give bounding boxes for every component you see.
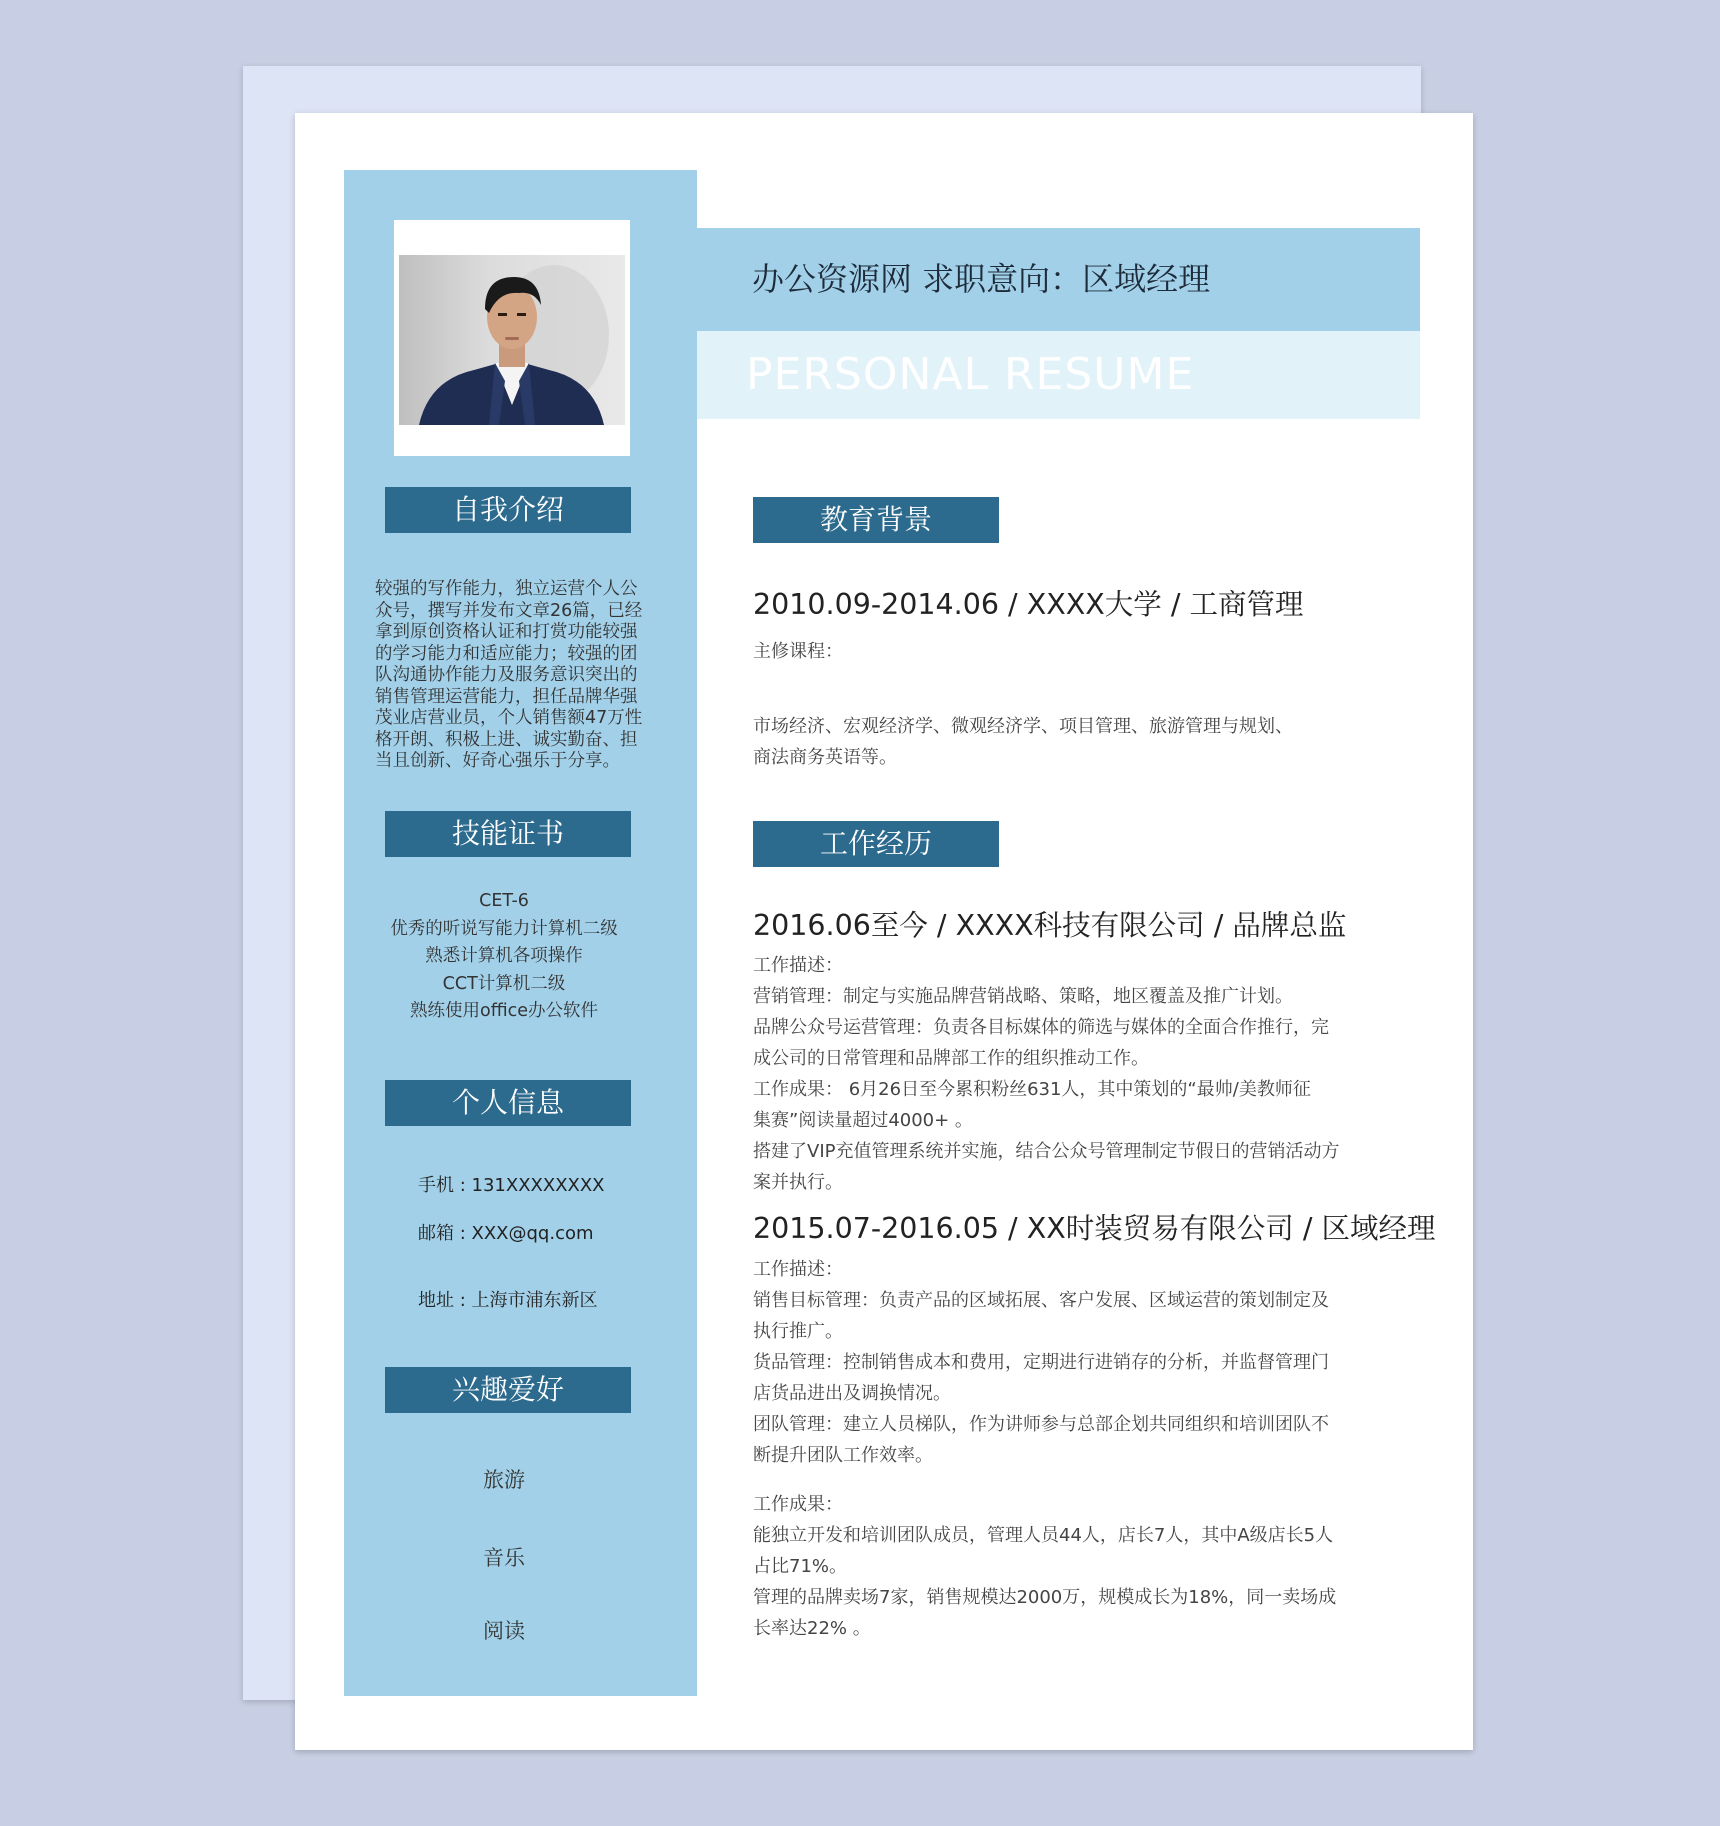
about-line: 较强的写作能力，独立运营个人公 (375, 579, 638, 599)
about-heading: 自我介绍 (385, 487, 631, 533)
photo-frame (394, 220, 630, 456)
job-desc-line: 团队管理：建立人员梯队，作为讲师参与总部企划共同组织和培训团队不 (753, 1414, 1329, 1435)
job-desc-line: 货品管理：控制销售成本和费用，定期进行进销存的分析，并监督管理门 (753, 1352, 1329, 1373)
education-line: 2010.09-2014.06 / XXXX大学 / 工商管理 (753, 588, 1304, 621)
about-text (375, 579, 657, 773)
hobbies-heading: 兴趣爱好 (385, 1367, 631, 1413)
hobby-item: 旅游 (483, 1468, 525, 1492)
about-line: 队沟通协作能力及服务意识突出的 (375, 665, 638, 685)
job-desc-line: 断提升团队工作效率。 (753, 1445, 933, 1466)
job-desc-line: 工作成果： 6月26日至今累积粉丝631人，其中策划的“最帅/美教师征 (753, 1079, 1311, 1100)
about-line: 格开朗、积极上进、诚实勤奋、担 (375, 729, 638, 750)
about-line: 茂业店营业员，个人销售额47万性 (375, 708, 643, 728)
skill-item: CCT计算机二级 (442, 973, 566, 994)
skill-item: 优秀的听说写能力计算机二级 (390, 918, 618, 939)
phone-text: 手机 : 131XXXXXXXX (418, 1175, 605, 1196)
job-desc-line: 营销管理：制定与实施品牌营销战略、策略，地区覆盖及推广计划。 (753, 986, 1293, 1007)
about-line: 众号，撰写并发布文章26篇，已经 (375, 600, 643, 621)
job-result-line: 能独立开发和培训团队成员，管理人员44人，店长7人，其中A级店长5人 (753, 1525, 1334, 1546)
job-result-line: 管理的品牌卖场7家，销售规模达2000万，规模成长为18%，同一卖场成 (753, 1587, 1337, 1608)
job-line: 2015.07-2016.05 / XX时装贸易有限公司 / 区域经理 (753, 1212, 1436, 1245)
skill-item: 熟悉计算机各项操作 (425, 946, 583, 966)
job-result-label: 工作成果： (753, 1494, 843, 1515)
info-heading: 个人信息 (385, 1080, 631, 1126)
about-line: 销售管理运营能力，担任品牌华强 (375, 686, 638, 707)
job-result-line: 长率达22% 。 (753, 1618, 871, 1639)
courses-label-text: 主修课程： (753, 641, 843, 662)
email-text: 邮箱 : XXX@qq.com (418, 1223, 594, 1244)
skills-list (344, 888, 664, 1026)
job-line: 2016.06至今 / XXXX科技有限公司 / 品牌总监 (753, 909, 1347, 942)
skill-item: 熟练使用office办公软件 (409, 1001, 598, 1021)
work-heading: 工作经历 (753, 821, 999, 867)
job-desc-line: 案并执行。 (753, 1172, 843, 1193)
resume-title: 办公资源网 求职意向：区域经理 (752, 260, 1211, 298)
job-result-line: 占比71%。 (753, 1556, 848, 1577)
job-desc-line: 工作描述： (753, 1259, 843, 1280)
about-line: 的学习能力和适应能力；较强的团 (375, 643, 638, 664)
job-desc-line: 品牌公众号运营管理：负责各目标媒体的筛选与媒体的全面合作推行，完 (753, 1017, 1329, 1038)
job-description (753, 950, 1348, 1198)
skills-heading: 技能证书 (385, 811, 631, 857)
hobby-item: 音乐 (483, 1546, 525, 1570)
courses-line: 市场经济、宏观经济学、微观经济学、项目管理、旅游管理与规划、 (753, 716, 1293, 737)
job-desc-line: 搭建了VIP充值管理系统并实施，结合公众号管理制定节假日的营销活动方 (753, 1141, 1340, 1162)
job-desc-line: 工作描述： (753, 955, 843, 976)
education-heading: 教育背景 (753, 497, 999, 543)
job-desc-line: 执行推广。 (753, 1321, 843, 1342)
about-line: 拿到原创资格认证和打赏功能较强 (375, 622, 638, 642)
job-desc-line: 集赛”阅读量超过4000+ 。 (753, 1110, 973, 1131)
courses-line: 商法商务英语等。 (753, 747, 897, 768)
job-desc-line: 成公司的日常管理和品牌部工作的组织推动工作。 (753, 1048, 1149, 1069)
job-results (753, 1489, 1348, 1644)
sidebar (344, 170, 697, 1696)
job-description (753, 1254, 1348, 1471)
about-line: 当且创新、好奇心强乐于分享。 (375, 751, 620, 771)
resume-subtitle: PERSONAL RESUME (746, 349, 1195, 400)
subtitle-band (697, 331, 1420, 419)
title-band (697, 228, 1420, 331)
resume-page (295, 113, 1473, 1750)
profile-photo (399, 255, 625, 425)
job-desc-line: 店货品进出及调换情况。 (753, 1383, 951, 1404)
hobby-item: 阅读 (483, 1619, 525, 1643)
courses-label (753, 636, 1348, 667)
courses-text (753, 711, 1348, 773)
skill-item: CET-6 (479, 891, 529, 911)
job-desc-line: 销售目标管理：负责产品的区域拓展、客户发展、区域运营的策划制定及 (753, 1290, 1329, 1311)
address-text: 地址 : 上海市浦东新区 (418, 1290, 598, 1311)
